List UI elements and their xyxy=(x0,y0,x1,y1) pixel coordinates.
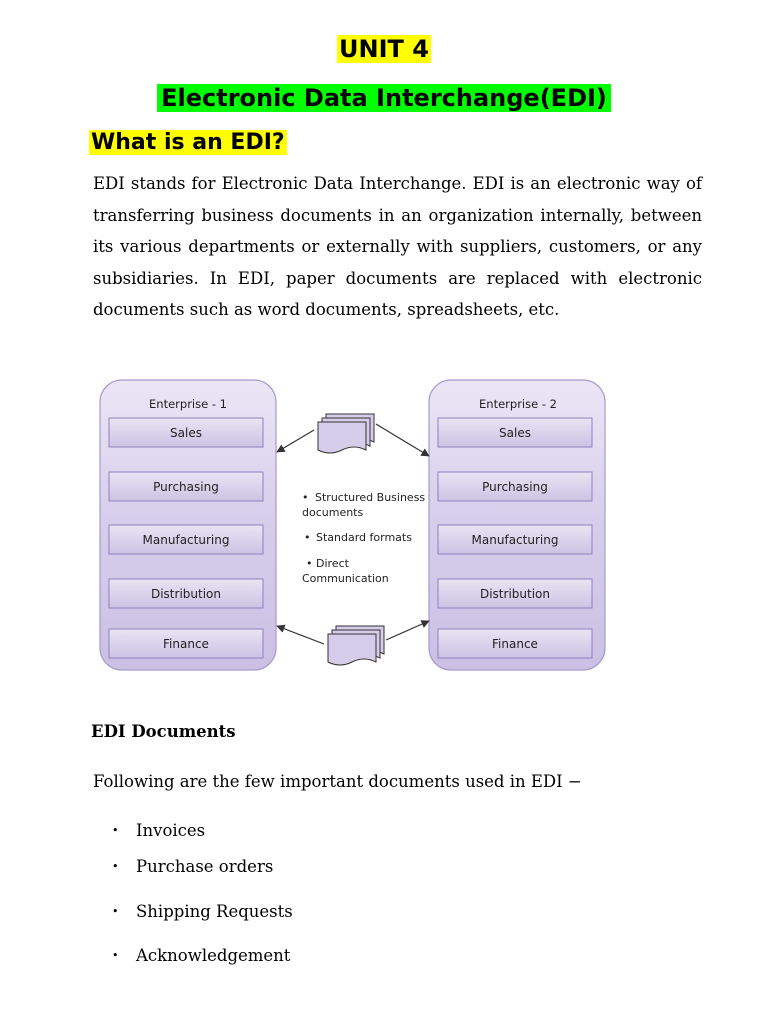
enterprise-2-dept-purchasing xyxy=(438,472,592,501)
enterprise-2-dept-distribution xyxy=(438,579,592,608)
feature-structured-line1: Structured Business xyxy=(315,491,426,504)
arrow-to-enterprise-2-bottom xyxy=(386,621,429,640)
list-item-text: Invoices xyxy=(136,821,206,840)
page-title xyxy=(0,82,768,114)
section-heading xyxy=(89,128,287,158)
list-item xyxy=(112,902,293,921)
enterprise-1-label: Enterprise - 1 xyxy=(149,397,227,411)
unit-title-text: UNIT 4 xyxy=(339,35,429,63)
dept-label: Sales xyxy=(499,426,531,440)
dept-label: Purchasing xyxy=(482,480,548,494)
feature-direct-line1: Direct xyxy=(316,557,349,570)
enterprise-2-dept-finance xyxy=(438,629,592,658)
edi-documents-intro: Following are the few important documents used in EDI − xyxy=(93,772,582,791)
list-item-text: Acknowledgement xyxy=(136,946,291,965)
arrow-to-enterprise-1-bottom xyxy=(277,626,324,644)
edi-diagram xyxy=(96,376,608,676)
list-item xyxy=(112,857,273,876)
bullet-icon: • xyxy=(112,905,119,918)
enterprise-1-dept-sales xyxy=(109,418,263,447)
enterprise-1-dept-distribution xyxy=(109,579,263,608)
section-heading-text: What is an EDI? xyxy=(91,130,285,155)
arrow-to-enterprise-1-top xyxy=(277,430,314,452)
dept-label: Finance xyxy=(492,637,538,651)
dept-label: Purchasing xyxy=(153,480,219,494)
dept-label: Distribution xyxy=(479,587,551,601)
dept-label: Distribution xyxy=(150,587,222,601)
enterprise-2-label: Enterprise - 2 xyxy=(479,397,557,411)
enterprise-1-dept-purchasing xyxy=(109,472,263,501)
list-item-text: Shipping Requests xyxy=(136,902,293,921)
arrow-to-enterprise-2-top xyxy=(376,424,429,456)
enterprise-2-panel xyxy=(429,380,605,670)
list-item xyxy=(112,946,290,965)
feature-direct-line2: Communication xyxy=(302,572,389,585)
edi-definition-paragraph: EDI stands for Electronic Data Interchange. EDI is an electronic way of transferring business documents in an organization internally, between its various departments or externally with suppliers, customers, or any subsidiaries. In EDI, paper documents are replaced with electronic documents such as word documents, spreadsheets, etc. xyxy=(93,174,702,320)
enterprise-2-dept-sales xyxy=(438,418,592,447)
dept-label: Sales xyxy=(170,426,202,440)
document-stack-icon xyxy=(318,414,374,453)
bullet-icon: • xyxy=(112,824,119,837)
enterprise-1-panel xyxy=(100,380,276,670)
feature-bullet: • xyxy=(304,531,311,544)
document-stack-icon xyxy=(328,626,384,665)
dept-label: Finance xyxy=(163,637,209,651)
edi-features xyxy=(302,491,425,585)
dept-label: Manufacturing xyxy=(471,533,559,547)
list-item-text: Purchase orders xyxy=(136,857,274,876)
dept-label: Manufacturing xyxy=(142,533,230,547)
feature-bullet: • xyxy=(302,491,309,504)
edi-documents-heading: EDI Documents xyxy=(91,722,236,741)
enterprise-1-dept-manufacturing xyxy=(109,525,263,554)
bullet-icon: • xyxy=(112,949,119,962)
enterprise-2-dept-manufacturing xyxy=(438,525,592,554)
enterprise-1-dept-finance xyxy=(109,629,263,658)
feature-bullet: • xyxy=(306,557,313,570)
feature-standard-formats: Standard formats xyxy=(316,531,412,544)
feature-structured-line2: documents xyxy=(302,506,364,519)
page-title-text: Electronic Data Interchange(EDI) xyxy=(157,84,611,112)
bullet-icon: • xyxy=(112,860,119,873)
list-item xyxy=(112,821,205,840)
unit-title xyxy=(0,33,768,65)
